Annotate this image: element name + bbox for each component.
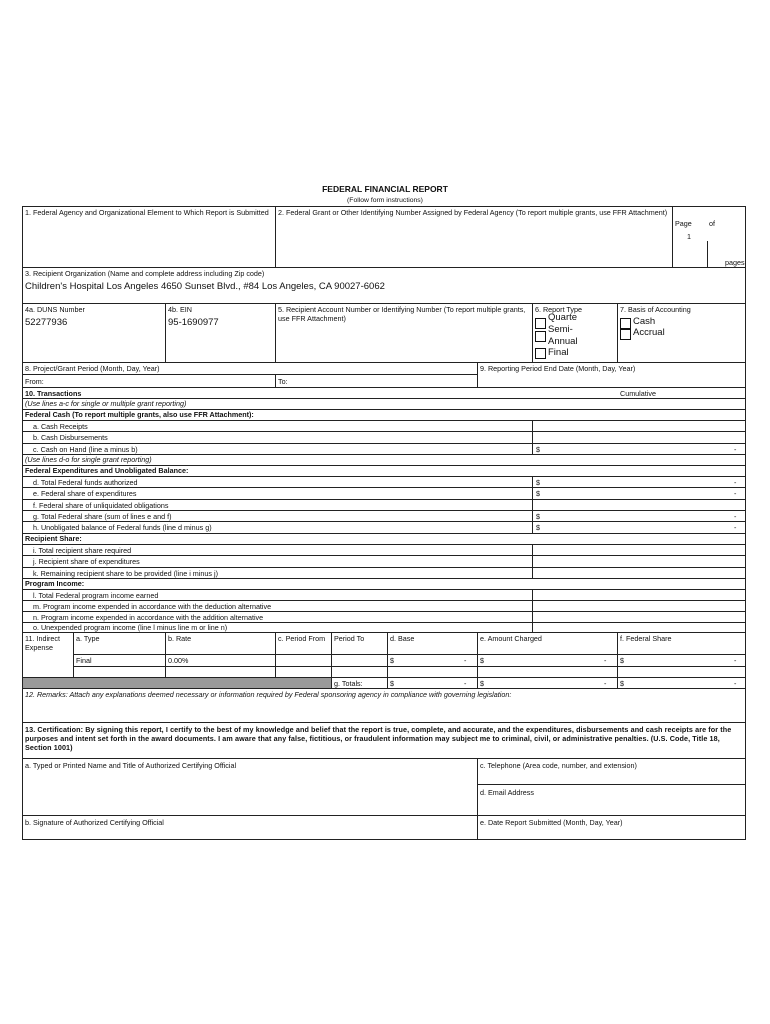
line-e-label: e. Federal share of expenditures <box>33 489 137 498</box>
certifying-official-name-field[interactable] <box>23 770 476 814</box>
cert-c-label: c. Telephone (Area code, number, and extension) <box>480 761 637 770</box>
basis-accrual-checkbox[interactable] <box>620 329 631 340</box>
line-g-label: g. Total Federal share (sum of lines e and f) <box>33 512 172 521</box>
period-from-label: From: <box>25 377 44 386</box>
box2-label: 2. Federal Grant or Other Identifying Number Assigned by Federal Agency (To report multiple grants, use FFR Attachment) <box>278 208 668 217</box>
line-d-dollar: $ <box>536 478 540 487</box>
totals-base-value[interactable]: - <box>464 679 467 688</box>
report-type-quarterly-label: Quarte <box>548 312 578 323</box>
line-c-label: c. Cash on Hand (line a minus b) <box>33 445 138 454</box>
line-h-value[interactable]: - <box>734 523 737 532</box>
ein-value[interactable]: 95-1690977 <box>168 317 219 328</box>
cumulative-header: Cumulative <box>620 389 656 398</box>
basis-cash-label: Cash <box>633 316 656 327</box>
indirect-type-header: a. Type <box>76 634 100 643</box>
note-lines-d-o: (Use lines d-o for single grant reporting) <box>25 455 152 464</box>
line-f-label: f. Federal share of unliquidated obligations <box>33 501 169 510</box>
box7-label: 7. Basis of Accounting <box>620 305 691 314</box>
line-h-label: h. Unobligated balance of Federal funds (line d minus g) <box>33 523 212 532</box>
line-g-value[interactable]: - <box>734 512 737 521</box>
line-c-dollar: $ <box>536 445 540 454</box>
line-g-dollar: $ <box>536 512 540 521</box>
box8-label: 8. Project/Grant Period (Month, Day, Year) <box>25 364 160 373</box>
note-lines-a-c: (Use lines a-c for single or multiple grant reporting) <box>25 399 187 408</box>
cert-d-label: d. Email Address <box>480 788 534 797</box>
box11-label: 11. Indirect Expense <box>25 634 61 652</box>
form-subtitle: (Follow form instructions) <box>347 197 423 204</box>
recipient-share-header: Recipient Share: <box>25 534 82 543</box>
indirect-period-from-header: c. Period From <box>278 634 326 643</box>
totals-share-value[interactable]: - <box>734 679 737 688</box>
box4b-label: 4b. EIN <box>168 305 192 314</box>
page-number: 1 <box>687 232 691 241</box>
line-d-label: d. Total Federal funds authorized <box>33 478 138 487</box>
cert-b-label: b. Signature of Authorized Certifying Official <box>25 818 164 827</box>
indirect-base-dollar: $ <box>390 656 394 665</box>
report-type-final-checkbox[interactable] <box>535 348 546 359</box>
program-income-header: Program Income: <box>25 579 85 588</box>
line-n-label: n. Program income expended in accordance with the addition alternative <box>33 613 264 622</box>
line-e-value[interactable]: - <box>734 489 737 498</box>
indirect-rate-value[interactable]: 0.00% <box>168 656 189 665</box>
box12-label: 12. Remarks: Attach any explanations deemed necessary or information required by Federal sponsoring agency in compliance with governing legislation: <box>25 690 512 699</box>
report-type-semi-annual-checkbox[interactable] <box>535 331 546 342</box>
report-type-annual-label: Annual <box>548 336 578 347</box>
totals-charged-value[interactable]: - <box>604 679 607 688</box>
basis-cash-checkbox[interactable] <box>620 318 631 329</box>
basis-accrual-label: Accrual <box>633 327 665 338</box>
indirect-charged-dollar: $ <box>480 656 484 665</box>
report-type-final-label: Final <box>548 347 569 358</box>
federal-expenditures-header: Federal Expenditures and Unobligated Balance: <box>25 466 189 475</box>
indirect-share-value[interactable]: - <box>734 656 737 665</box>
box10-label: 10. Transactions <box>25 389 82 398</box>
indirect-period-to-header: Period To <box>334 634 365 643</box>
totals-charged-dollar: $ <box>480 679 484 688</box>
line-l-label: l. Total Federal program income earned <box>33 591 159 600</box>
indirect-charged-value[interactable]: - <box>604 656 607 665</box>
line-b-label: b. Cash Disbursements <box>33 433 108 442</box>
box4a-label: 4a. DUNS Number <box>25 305 85 314</box>
line-j-label: j. Recipient share of expenditures <box>33 557 140 566</box>
indirect-type-value[interactable]: Final <box>76 656 92 665</box>
box5-label: 5. Recipient Account Number or Identifying Number (To report multiple grants, use FFR Attachment) <box>278 305 526 323</box>
indirect-base-header: d. Base <box>390 634 415 643</box>
totals-shaded-area <box>23 677 332 688</box>
indirect-amount-charged-header: e. Amount Charged <box>480 634 542 643</box>
line-c-value[interactable]: - <box>734 445 737 454</box>
form-title: FEDERAL FINANCIAL REPORT <box>322 184 448 194</box>
line-a-label: a. Cash Receipts <box>33 422 88 431</box>
indirect-rate-header: b. Rate <box>168 634 192 643</box>
recipient-organization-value[interactable]: Children's Hospital Los Angeles 4650 Sunset Blvd., #84 Los Angeles, CA 90027-6062 <box>25 281 385 292</box>
report-type-semi-label: Semi- <box>548 324 573 335</box>
line-i-label: i. Total recipient share required <box>33 546 132 555</box>
box1-label: 1. Federal Agency and Organizational Element to Which Report is Submitted <box>25 208 269 217</box>
period-to-label: To: <box>278 377 288 386</box>
box6-label: 6. Report Type <box>535 305 583 314</box>
federal-cash-header: Federal Cash (To report multiple grants, also use FFR Attachment): <box>25 410 254 419</box>
indirect-base-value[interactable]: - <box>464 656 467 665</box>
report-type-quarterly-checkbox[interactable] <box>535 318 546 329</box>
line-k-label: k. Remaining recipient share to be provided (line i minus j) <box>33 569 218 578</box>
totals-base-dollar: $ <box>390 679 394 688</box>
cert-a-label: a. Typed or Printed Name and Title of Authorized Certifying Official <box>25 761 237 770</box>
box3-label: 3. Recipient Organization (Name and complete address including Zip code) <box>25 269 265 278</box>
line-h-dollar: $ <box>536 523 540 532</box>
totals-share-dollar: $ <box>620 679 624 688</box>
duns-number-value[interactable]: 52277936 <box>25 317 68 328</box>
indirect-share-dollar: $ <box>620 656 624 665</box>
line-d-value[interactable]: - <box>734 478 737 487</box>
page-of-label: of <box>709 219 715 228</box>
pages-label: pages <box>725 258 745 267</box>
signature-field[interactable] <box>23 826 476 839</box>
line-m-label: m. Program income expended in accordance with the deduction alternative <box>33 602 272 611</box>
cert-e-label: e. Date Report Submitted (Month, Day, Year) <box>480 818 623 827</box>
page-label: Page <box>675 219 692 228</box>
totals-label: g. Totals: <box>334 679 363 688</box>
indirect-federal-share-header: f. Federal Share <box>620 634 672 643</box>
box13-certification: 13. Certification: By signing this report, I certify to the best of my knowledge and belief that the report is true, complete, and accurate, and the expenditures, disbursements and cash receipts are for the purposes and intent set forth in the award documents. I am aware that any false, fictitious, or fraudulent information may subject me to criminal, civil, or administrative penalties. (U.S. Code, Title 18, Section 1001) <box>25 725 732 752</box>
box9-label: 9. Reporting Period End Date (Month, Day, Year) <box>480 364 636 373</box>
line-o-label: o. Unexpended program income (line l minus line m or line n) <box>33 623 228 632</box>
line-e-dollar: $ <box>536 489 540 498</box>
remarks-field[interactable] <box>23 700 745 721</box>
